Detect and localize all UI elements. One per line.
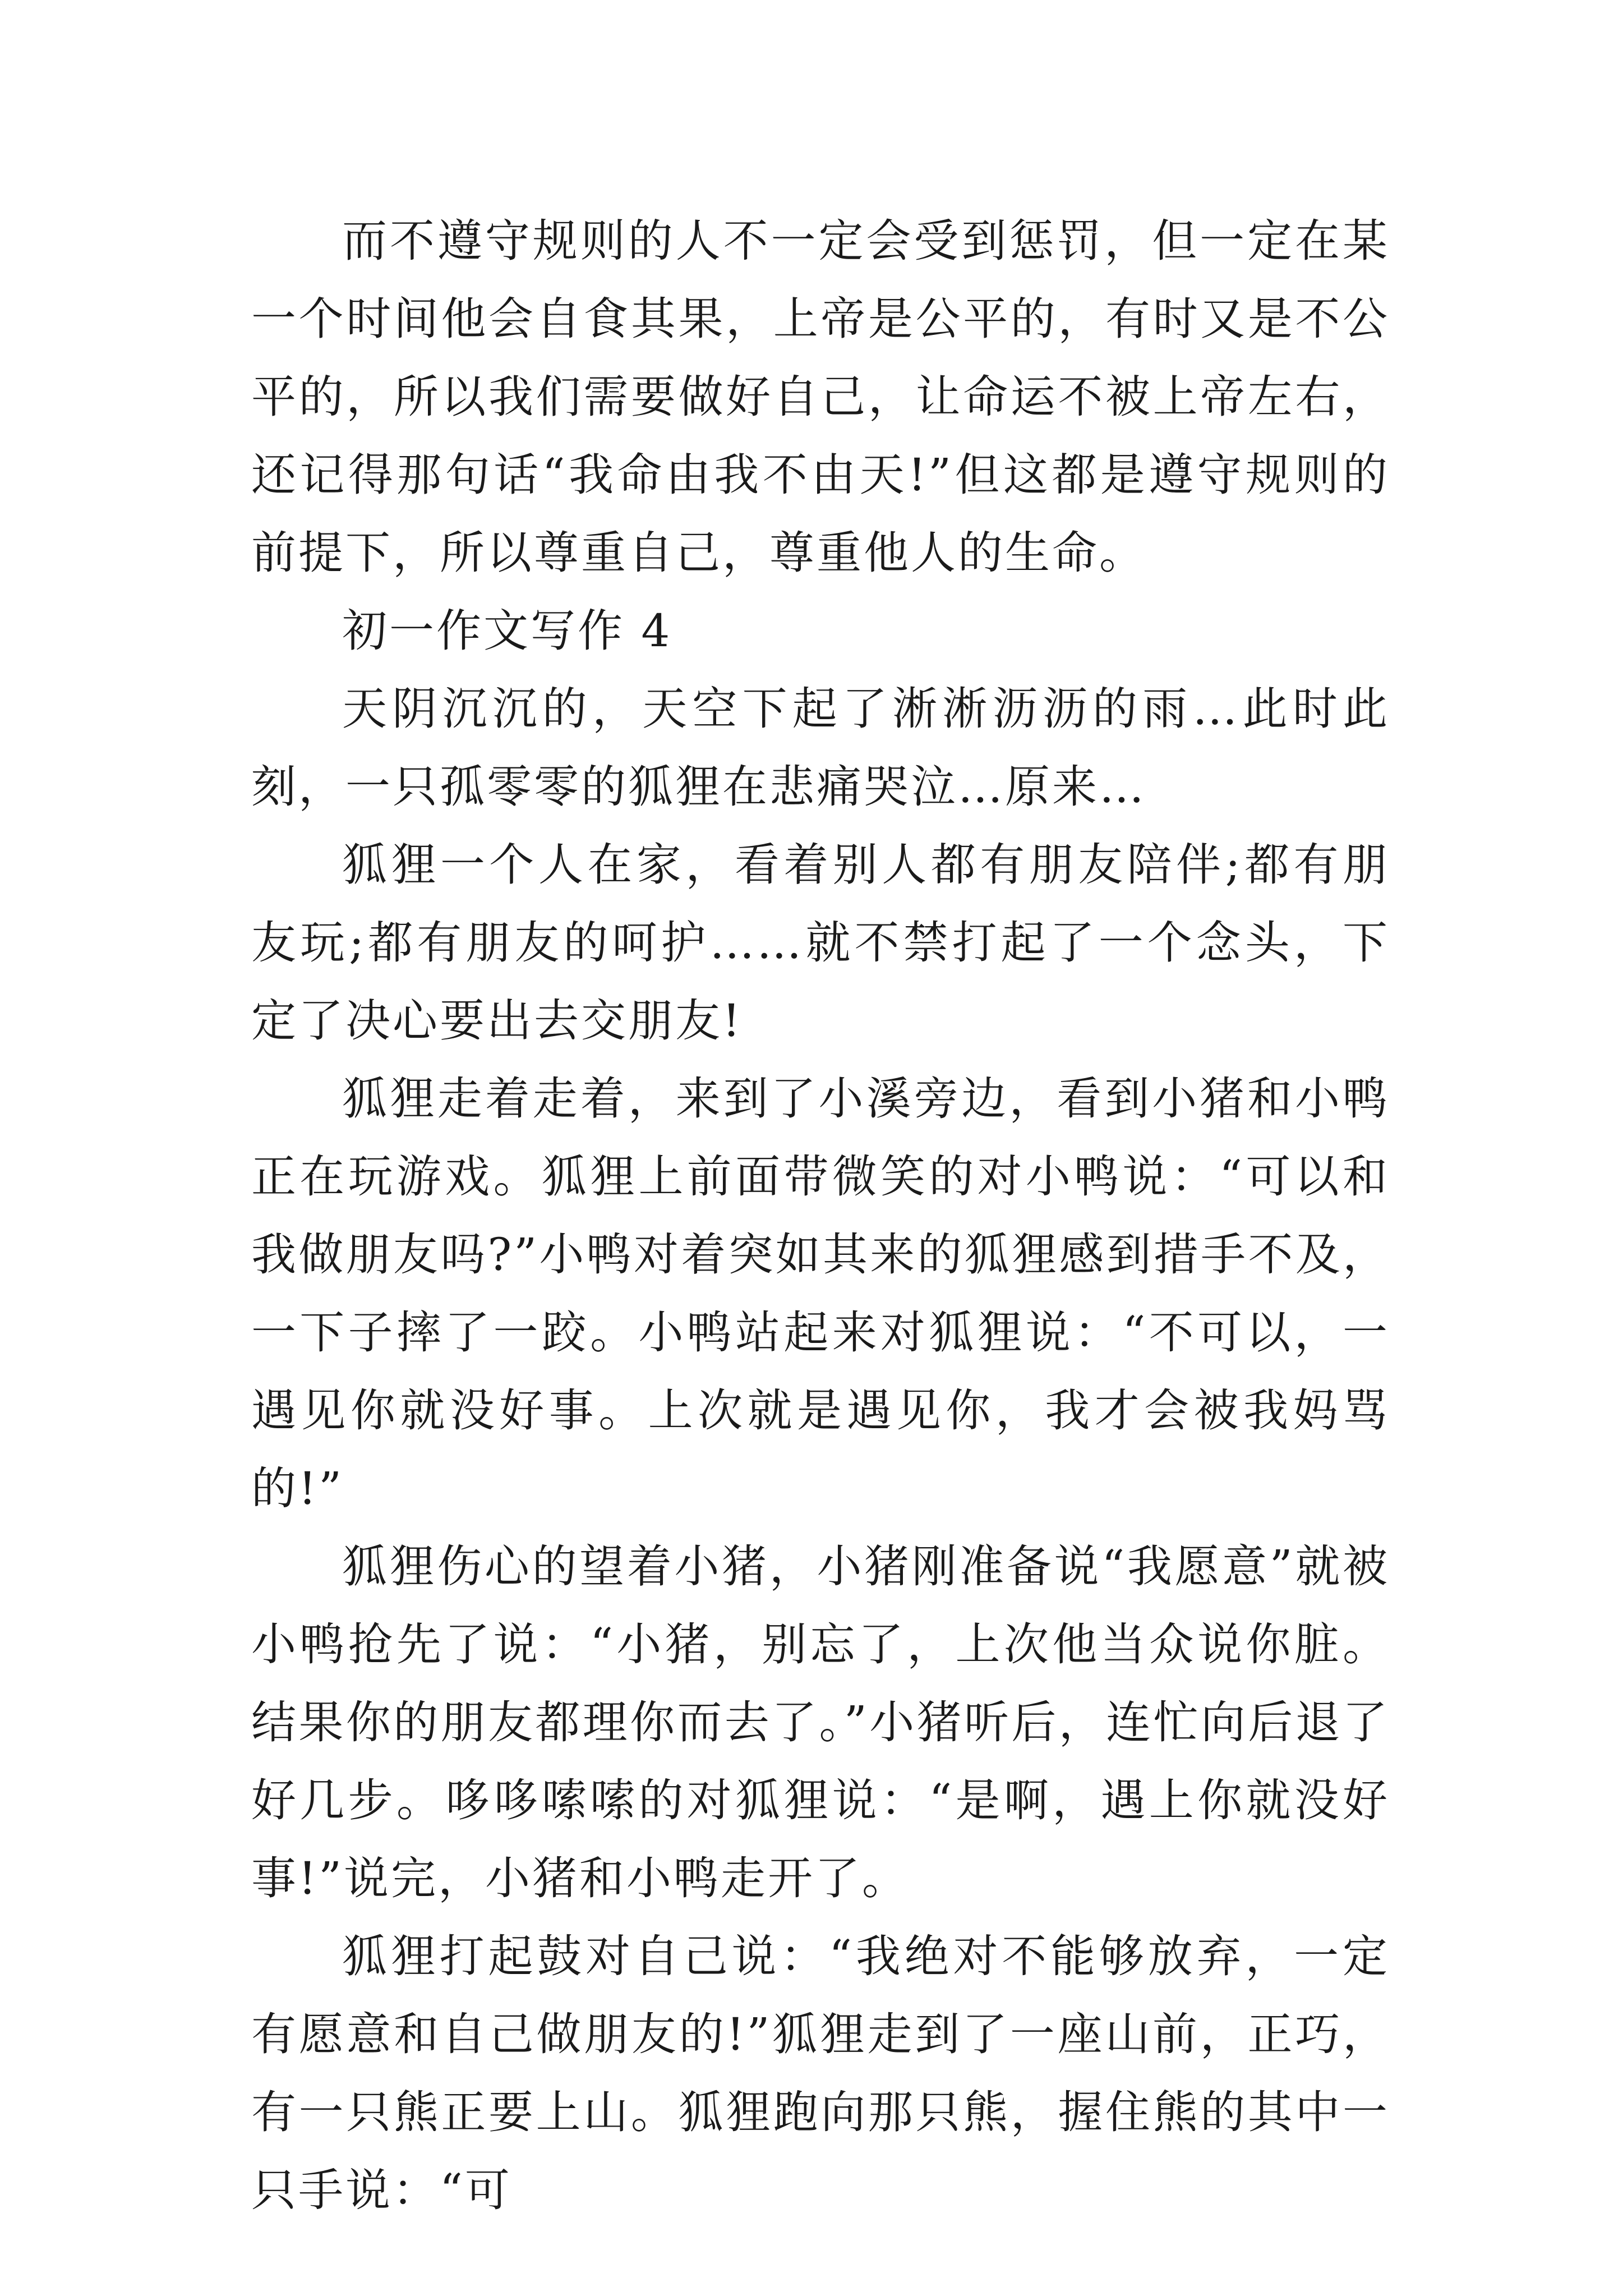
paragraph-4: 狐狸走着走着，来到了小溪旁边，看到小猪和小鸭正在玩游戏。狐狸上前面带微笑的对小鸭说：“可以和我做朋友吗?”小鸭对着突如其来的狐狸感到措手不及，一下子摔了一跤。小鸭站起来对狐狸说：“不可以，一遇见你就没好事。上次就是遇见你，我才会被我妈骂的!” bbox=[251, 1073, 1390, 1515]
paragraph-2: 天阴沉沉的，天空下起了淅淅沥沥的雨…此时此刻，一只孤零零的狐狸在悲痛哭泣…原来… bbox=[251, 683, 1390, 813]
paragraph-5: 狐狸伤心的望着小猪，小猪刚准备说“我愿意”就被小鸭抢先了说：“小猪，别忘了，上次他当众说你脏。结果你的朋友都理你而去了。”小猪听后，连忙向后退了好几步。哆哆嗦嗦的对狐狸说：“是啊，遇上你就没好事!”说完，小猪和小鸭走开了。 bbox=[251, 1540, 1390, 1904]
paragraph-6: 狐狸打起鼓对自己说：“我绝对不能够放弃，一定有愿意和自己做朋友的!”狐狸走到了一座山前，正巧，有一只熊正要上山。狐狸跑向那只熊，握住熊的其中一只手说：“可 bbox=[251, 1930, 1390, 2216]
paragraph-3: 狐狸一个人在家，看着别人都有朋友陪伴;都有朋友玩;都有朋友的呵护……就不禁打起了一个念头，下定了决心要出去交朋友! bbox=[251, 839, 1390, 1047]
section-heading: 初一作文写作 4 bbox=[342, 605, 672, 657]
paragraph-1: 而不遵守规则的人不一定会受到惩罚，但一定在某一个时间他会自食其果，上帝是公平的，有时又是不公平的，所以我们需要做好自己，让命运不被上帝左右，还记得那句话“我命由我不由天!”但这都是遵守规则的前提下，所以尊重自己，尊重他人的生命。 bbox=[251, 215, 1390, 579]
document-body bbox=[251, 202, 1390, 2229]
